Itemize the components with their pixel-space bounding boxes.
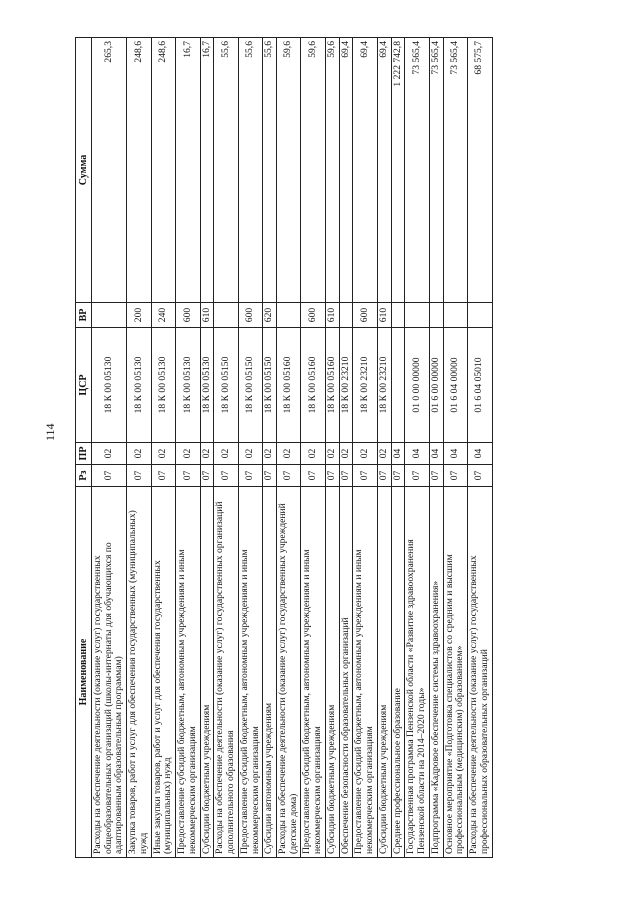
table-row	[238, 38, 262, 858]
cell-sum: 69,4	[353, 38, 377, 303]
cell-csr: 18 К 00 05130	[151, 328, 175, 443]
cell-sum: 69,4	[339, 38, 353, 303]
cell-name: Государственная программа Пензенской области «Развитие здравоохранения Пензенской области на 2014–2020 годы»	[405, 487, 429, 858]
cell-name: Предоставление субсидий бюджетным, автономным учреждениям и иным некоммерческим организациям	[301, 487, 325, 858]
cell-csr: 18 К 00 05150	[214, 328, 238, 443]
table-row	[429, 38, 443, 858]
cell-rz: 07	[468, 465, 492, 487]
budget-table	[75, 37, 493, 858]
cell-vr: 600	[176, 303, 200, 328]
cell-csr: 18 К 00 05160	[301, 328, 325, 443]
cell-name: Иные закупки товаров, работ и услуг для обеспечения государственных (муниципальных) нужд	[151, 487, 175, 858]
cell-rz: 07	[263, 465, 277, 487]
cell-csr: 18 К 00 05130	[92, 328, 127, 443]
cell-csr: 18 К 00 23210	[353, 328, 377, 443]
cell-sum: 55,6	[214, 38, 238, 303]
cell-vr: 620	[263, 303, 277, 328]
cell-name: Предоставление субсидий бюджетным, автономным учреждениям и иным некоммерческим организациям	[176, 487, 200, 858]
cell-sum: 16,7	[200, 38, 214, 303]
cell-sum: 265,3	[92, 38, 127, 303]
header-rz: Рз	[76, 465, 92, 487]
cell-vr	[391, 303, 405, 328]
cell-rz: 07	[391, 465, 405, 487]
cell-sum: 68 575,7	[468, 38, 492, 303]
cell-rz: 07	[443, 465, 467, 487]
cell-pr: 02	[263, 443, 277, 465]
cell-pr: 04	[468, 443, 492, 465]
cell-vr: 600	[301, 303, 325, 328]
header-vr: ВР	[76, 303, 92, 328]
table-row	[405, 38, 429, 858]
cell-sum: 69,4	[377, 38, 391, 303]
cell-vr	[405, 303, 429, 328]
cell-rz: 07	[238, 465, 262, 487]
cell-pr: 02	[200, 443, 214, 465]
cell-vr	[443, 303, 467, 328]
table-row	[301, 38, 325, 858]
cell-name: Субсидии бюджетным учреждениям	[377, 487, 391, 858]
cell-name: Основное мероприятие «Подготовка специалистов со средним и высшим профессиональным (медицинским) образованием»	[443, 487, 467, 858]
cell-sum: 1 222 742,8	[391, 38, 405, 303]
cell-vr: 610	[325, 303, 339, 328]
cell-name: Расходы на обеспечение деятельности (оказание услуг) государственных общеобразовательных организаций (школы-интернаты для обучающихся по адаптированным образовательным программам)	[92, 487, 127, 858]
cell-name: Расходы на обеспечение деятельности (оказание услуг) государственных организаций дополнительного образования	[214, 487, 238, 858]
cell-pr: 02	[353, 443, 377, 465]
cell-vr	[92, 303, 127, 328]
cell-pr: 02	[214, 443, 238, 465]
cell-pr: 02	[339, 443, 353, 465]
cell-name: Закупка товаров, работ и услуг для обеспечения государственных (муниципальных) нужд	[127, 487, 151, 858]
cell-vr	[277, 303, 301, 328]
rotated-table-container	[75, 38, 610, 858]
cell-name: Предоставление субсидий бюджетным, автономным учреждениям и иным некоммерческим организациям	[353, 487, 377, 858]
page-number: 114	[43, 423, 57, 441]
cell-rz: 07	[151, 465, 175, 487]
cell-sum: 73 565,4	[443, 38, 467, 303]
cell-csr: 18 К 00 05160	[325, 328, 339, 443]
cell-pr: 02	[151, 443, 175, 465]
cell-sum: 55,6	[238, 38, 262, 303]
header-pr: ПР	[76, 443, 92, 465]
table-row	[391, 38, 405, 858]
cell-rz: 07	[176, 465, 200, 487]
cell-name: Субсидии бюджетным учреждениям	[325, 487, 339, 858]
cell-rz: 07	[377, 465, 391, 487]
cell-pr: 04	[429, 443, 443, 465]
cell-sum: 248,6	[127, 38, 151, 303]
cell-name: Субсидии автономным учреждениям	[263, 487, 277, 858]
cell-name: Расходы на обеспечение деятельности (оказание услуг) государственных профессиональных образовательных организаций	[468, 487, 492, 858]
table-row	[92, 38, 127, 858]
cell-vr	[429, 303, 443, 328]
table-row	[339, 38, 353, 858]
table-row	[176, 38, 200, 858]
cell-rz: 07	[301, 465, 325, 487]
table-row	[263, 38, 277, 858]
cell-pr: 02	[277, 443, 301, 465]
cell-csr	[391, 328, 405, 443]
cell-pr: 02	[301, 443, 325, 465]
header-row	[76, 38, 92, 858]
cell-csr: 01 6 04 05010	[468, 328, 492, 443]
cell-vr	[339, 303, 353, 328]
table-row	[377, 38, 391, 858]
cell-vr: 610	[200, 303, 214, 328]
cell-vr: 200	[127, 303, 151, 328]
cell-sum: 73 565,4	[429, 38, 443, 303]
cell-sum: 59,6	[277, 38, 301, 303]
cell-name: Подпрограмма «Кадровое обеспечение системы здравоохранения»	[429, 487, 443, 858]
cell-name: Обеспечение безопасности образовательных организаций	[339, 487, 353, 858]
cell-csr: 18 К 00 23210	[377, 328, 391, 443]
cell-pr: 02	[176, 443, 200, 465]
table-row	[325, 38, 339, 858]
cell-pr: 02	[325, 443, 339, 465]
cell-rz: 07	[127, 465, 151, 487]
cell-vr: 610	[377, 303, 391, 328]
cell-pr: 02	[377, 443, 391, 465]
cell-vr: 600	[353, 303, 377, 328]
cell-vr: 600	[238, 303, 262, 328]
cell-csr: 18 К 00 05130	[200, 328, 214, 443]
cell-name: Расходы на обеспечение деятельности (оказание услуг) государственных учреждений (детские дома)	[277, 487, 301, 858]
cell-pr: 04	[443, 443, 467, 465]
table-row	[200, 38, 214, 858]
cell-csr: 18 К 00 05130	[127, 328, 151, 443]
header-csr: ЦСР	[76, 328, 92, 443]
cell-rz: 07	[325, 465, 339, 487]
cell-sum: 55,6	[263, 38, 277, 303]
table-row	[468, 38, 492, 858]
table-row	[214, 38, 238, 858]
cell-vr	[468, 303, 492, 328]
cell-pr: 04	[405, 443, 429, 465]
cell-pr: 02	[127, 443, 151, 465]
cell-sum: 73 565,4	[405, 38, 429, 303]
cell-pr: 02	[238, 443, 262, 465]
cell-pr: 04	[391, 443, 405, 465]
table-row	[277, 38, 301, 858]
cell-rz: 07	[92, 465, 127, 487]
cell-csr: 18 К 00 05150	[238, 328, 262, 443]
cell-rz: 07	[339, 465, 353, 487]
cell-rz: 07	[200, 465, 214, 487]
cell-pr: 02	[92, 443, 127, 465]
table-body	[92, 38, 493, 858]
table-row	[127, 38, 151, 858]
cell-csr: 18 К 00 05150	[263, 328, 277, 443]
cell-sum: 59,6	[325, 38, 339, 303]
cell-name: Среднее профессиональное образование	[391, 487, 405, 858]
cell-csr: 18 К 00 23210	[339, 328, 353, 443]
cell-rz: 07	[214, 465, 238, 487]
cell-name: Предоставление субсидий бюджетным, автономным учреждениям и иным некоммерческим организациям	[238, 487, 262, 858]
cell-rz: 07	[405, 465, 429, 487]
table-row	[353, 38, 377, 858]
cell-name: Субсидии бюджетным учреждениям	[200, 487, 214, 858]
cell-sum: 16,7	[176, 38, 200, 303]
table-row	[443, 38, 467, 858]
cell-vr: 240	[151, 303, 175, 328]
header-sum: Сумма	[76, 38, 92, 303]
cell-sum: 59,6	[301, 38, 325, 303]
cell-csr: 18 К 00 05160	[277, 328, 301, 443]
table-row	[151, 38, 175, 858]
cell-rz: 07	[353, 465, 377, 487]
cell-csr: 18 К 00 05130	[176, 328, 200, 443]
cell-vr	[214, 303, 238, 328]
cell-sum: 248,6	[151, 38, 175, 303]
cell-rz: 07	[429, 465, 443, 487]
cell-csr: 01 0 00 00000	[405, 328, 429, 443]
header-name: Наименование	[76, 487, 92, 858]
cell-csr: 01 6 04 00000	[443, 328, 467, 443]
cell-csr: 01 6 00 00000	[429, 328, 443, 443]
cell-rz: 07	[277, 465, 301, 487]
